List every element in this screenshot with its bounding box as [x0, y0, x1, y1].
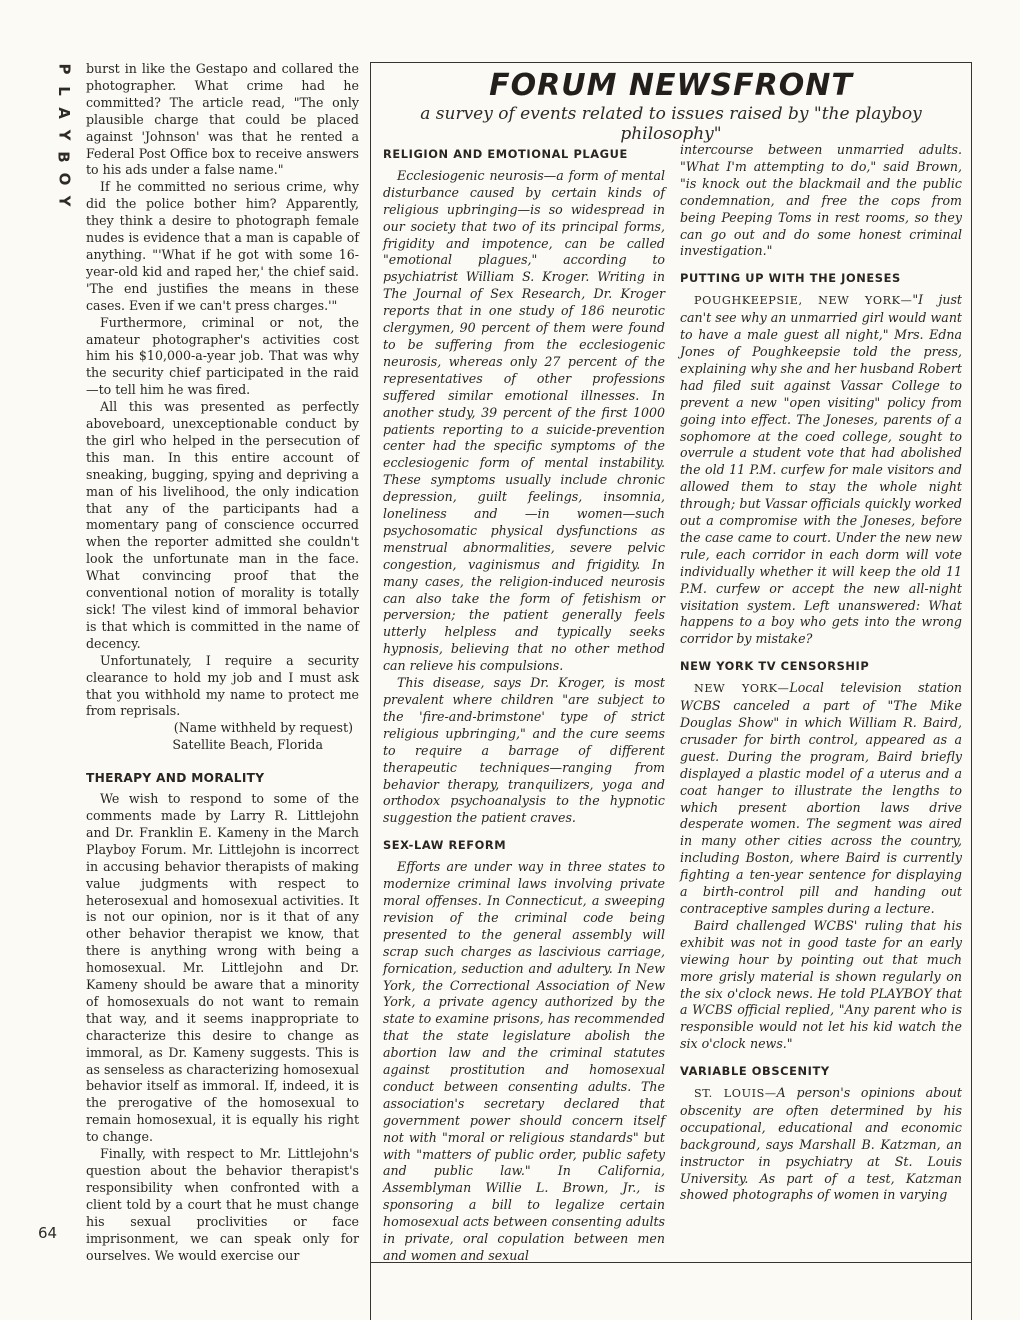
section-heading-sexlaw: SEX-LAW REFORM — [383, 838, 507, 853]
forum-column-left — [383, 142, 665, 1265]
news-paragraph: intercourse between unmarried adults. "What I'm attempting to do," said Brown, "is knock out the blackmail and the public condemnation, and free the cops from being Peeping Toms in rest rooms, so they can go out and do some honest criminal investigation." — [680, 142, 962, 259]
logo-letter: A — [54, 107, 73, 119]
logo-letter: L — [55, 86, 73, 96]
forum-newsfront-subtitle: a survey of events related to issues raised by "the playboy philosophy" — [420, 104, 922, 144]
letter-paragraph: Finally, with respect to Mr. Littlejohn's question about the behavior therapist's responsibility when confronted with a client told by a court that he must change his sexual proclivities or face imprisonment, we can speak only for ourselves. We would exercise our — [86, 1146, 359, 1263]
section-heading-joneses: PUTTING UP WITH THE JONESES — [680, 271, 901, 286]
logo-letter: O — [54, 172, 73, 186]
news-paragraph: Ecclesiogenic neurosis—a form of mental disturbance caused by certain kinds of religious upbringing—is so widespread in our society that two of its principal forms, frigidity and impotence, can be called "emotional plagues," according to psychiatrist William S. Kroger. Writing in The Journal of Sex Research, Dr. Kroger reports that in one study of 186 neurotic clergymen, 90 percent of them were found to be suffering from the ecclesiogenic neurosis, whereas only 27 percent of the representatives of other professions suffered similar emotional illnesses. In another study, 39 percent of the first 1000 patients reporting to a suicide-prevention center had the specific symptoms of the ecclesiogenic form of mental instability. These symptoms usually include chronic depression, guilt feelings, insomnia, loneliness and —in women—such psychosomatic physical dysfunctions as menstrual abnormalities, severe pelvic congestion, vaginismus and frigidity. In many cases, the religion-induced neurosis can also take the form of fetishism or perversion; the patient generally feels utterly helpless and typically seeks hypnosis, believing that no other method can relieve his compulsions. — [383, 167, 665, 674]
logo-letter: B — [55, 151, 73, 163]
logo-letter: Y — [55, 129, 73, 141]
section-heading-tv: NEW YORK TV CENSORSHIP — [680, 659, 870, 674]
signature-line: (Name withheld by request) — [173, 720, 353, 736]
section-heading-therapy: THERAPY AND MORALITY — [86, 771, 265, 786]
news-text: Local television station WCBS canceled a part of "The Mike Douglas Show" in which William R. Baird, crusader for birth control, appeared as a guest. During the program, Baird briefly displayed a plastic model of a uterus and a coat hanger to illustrate the lengths to which present abortion laws drive desperate women. The segment was aired in many other cities across the country, including Boston, where Baird is currently fighting a ten-year sentence for displaying a birth-control pill and handing out contraceptive samples during a lecture. — [680, 680, 962, 916]
forum-newsfront-title: FORUM NEWSFRONT — [489, 68, 853, 103]
page-number: 64 — [38, 1224, 58, 1242]
forum-column-right — [680, 142, 962, 1204]
letter-paragraph: We wish to respond to some of the comments made by Larry R. Littlejohn and Dr. Franklin E. Kameny in the March Playboy Forum. Mr. Littlejohn is incorrect in accusing behavior therapists of making value judgments with respect to heterosexual and homosexual activities. It is not our opinion, nor is it that of any other behavior therapist we know, that there is anything wrong with being a homosexual. Mr. Littlejohn and Dr. Kameny should be aware that a minority of homosexuals do not want to remain that way, and it seems inappropriate to characterize this desire to change as immoral, as Dr. Kameny suggests. This is as senseless as characterizing homosexual behavior itself as immoral. If, indeed, it is the prerogative of the homosexual to remain homosexual, it is equally his right to change. — [86, 791, 359, 1145]
news-text: A person's opinions about obscenity are often determined by his occupational, educational and economic background, says Marshall B. Katzman, an instructor in psychiatry at St. Louis University. As part of a test, Katzman showed photographs of women in varying — [680, 1085, 962, 1203]
section-heading-obscenity: VARIABLE OBSCENITY — [680, 1064, 830, 1079]
logo-letter: P — [55, 63, 73, 75]
letter-paragraph: burst in like the Gestapo and collared the photographer. What crime had he committed? The article read, "The only plausible charge that could be placed against 'Johnson' was that he rented a Federal Post Office box to receive answers to his ads under a false name." — [86, 61, 359, 178]
logo-letter: Y — [55, 195, 73, 207]
dateline: POUGHKEEPSIE, NEW YORK— — [694, 294, 913, 308]
dateline: ST. LOUIS— — [694, 1087, 777, 1101]
dateline: NEW YORK— — [694, 682, 790, 696]
news-text: "I just can't see why an unmarried girl would want to have a male guest all night," Mrs. Edna Jones of Poughkeepsie told the press, explaining why she and her husband Robert had filed suit against Vassar College to prevent a new "open visiting" policy from going into effect. The Joneses, parents of a sophomore at the coed college, sought to overrule a student vote that had abolished the old 11 P.M. curfew for male visitors and allowed them to stay the whole night through; but Vassar officials quickly worked out a compromise with the Joneses, before the case came to court. Under the new new rule, each corridor in each dorm will vote individually whether it will keep the old 11 P.M. curfew or accept the new all-night visitation system. Left unanswered: What happens to a boy who gets into the wrong corridor by mistake? — [680, 292, 962, 647]
letter-paragraph: All this was presented as perfectly aboveboard, unexceptionable conduct by the girl who helped in the persecution of this man. In this entire account of sneaking, bugging, spying and depriving a man of his livelihood, the only indication that any of the participants had a momentary pang of conscience occurred when the reporter admitted she couldn't look the unfortunate man in the face. What convincing proof that the conventional notion of morality is totally sick! The vilest kind of immoral behavior is that which is committed in the name of decency. — [86, 399, 359, 651]
letter-paragraph: Furthermore, criminal or not, the amateur photographer's activities cost him his $10,000-a-year job. That was why the security chief participated in the raid—to tell him he was fired. — [86, 314, 359, 398]
letter-paragraph: Unfortunately, I require a security clearance to hold my job and I must ask that you withhold my name to protect me from reprisals. — [86, 652, 359, 719]
news-paragraph — [680, 1085, 962, 1204]
letters-column — [86, 61, 359, 1264]
letter-paragraph: If he committed no serious crime, why did the police bother him? Apparently, they think a desire to photograph female nudes is evidence that a man is capable of anything. "'What if he got with some 16-year-old kid and raped her,' the chief said. 'The end justifies the means in these cases. Even if we can't press charges.'" — [86, 179, 359, 313]
news-paragraph — [680, 680, 962, 918]
news-paragraph: Baird challenged WCBS' ruling that his exhibit was not in good taste for an early viewing hour by pointing out that much more grisly material is shown regularly on the six o'clock news. He told PLAYBOY that a WCBS official replied, "Any parent who is responsible would not let his kid watch the six o'clock news." — [680, 917, 962, 1052]
news-paragraph: Efforts are under way in three states to modernize criminal laws involving private moral offenses. In Connecticut, a sweeping revision of the criminal code being presented to the general assembly will scrap such charges as lascivious carriage, fornication, seduction and adultery. In New York, the Correctional Association of New York, a private agency authorized by the state to examine prisons, has recommended that the state legislature abolish the abortion law and the criminal statutes against prostitution and homosexual conduct between consenting adults. The association's secretary declared that government power should concern itself not with "moral or religious standards" but with "matters of public order, public safety and public law." In California, Assemblyman Willie L. Brown, Jr., is sponsoring a bill to legalize certain homosexual acts between consenting adults in private, oral copulation between men and women and sexual — [383, 859, 665, 1263]
news-paragraph: This disease, says Dr. Kroger, is most prevalent where children "are subject to the 'fire-and-brimstone' type of strict religious upbringing," and the cure seems to require a barrage of different therapeutic techniques—ranging from behavior therapy, tranquilizers, yoga and orthodox psychoanalysis to the hypnotic suggestion the patient craves. — [383, 675, 665, 826]
signature-location: Satellite Beach, Florida — [172, 737, 323, 753]
news-paragraph — [680, 292, 962, 648]
section-heading-religion: RELIGION AND EMOTIONAL PLAGUE — [383, 147, 628, 161]
playboy-vertical-logo — [53, 58, 75, 212]
